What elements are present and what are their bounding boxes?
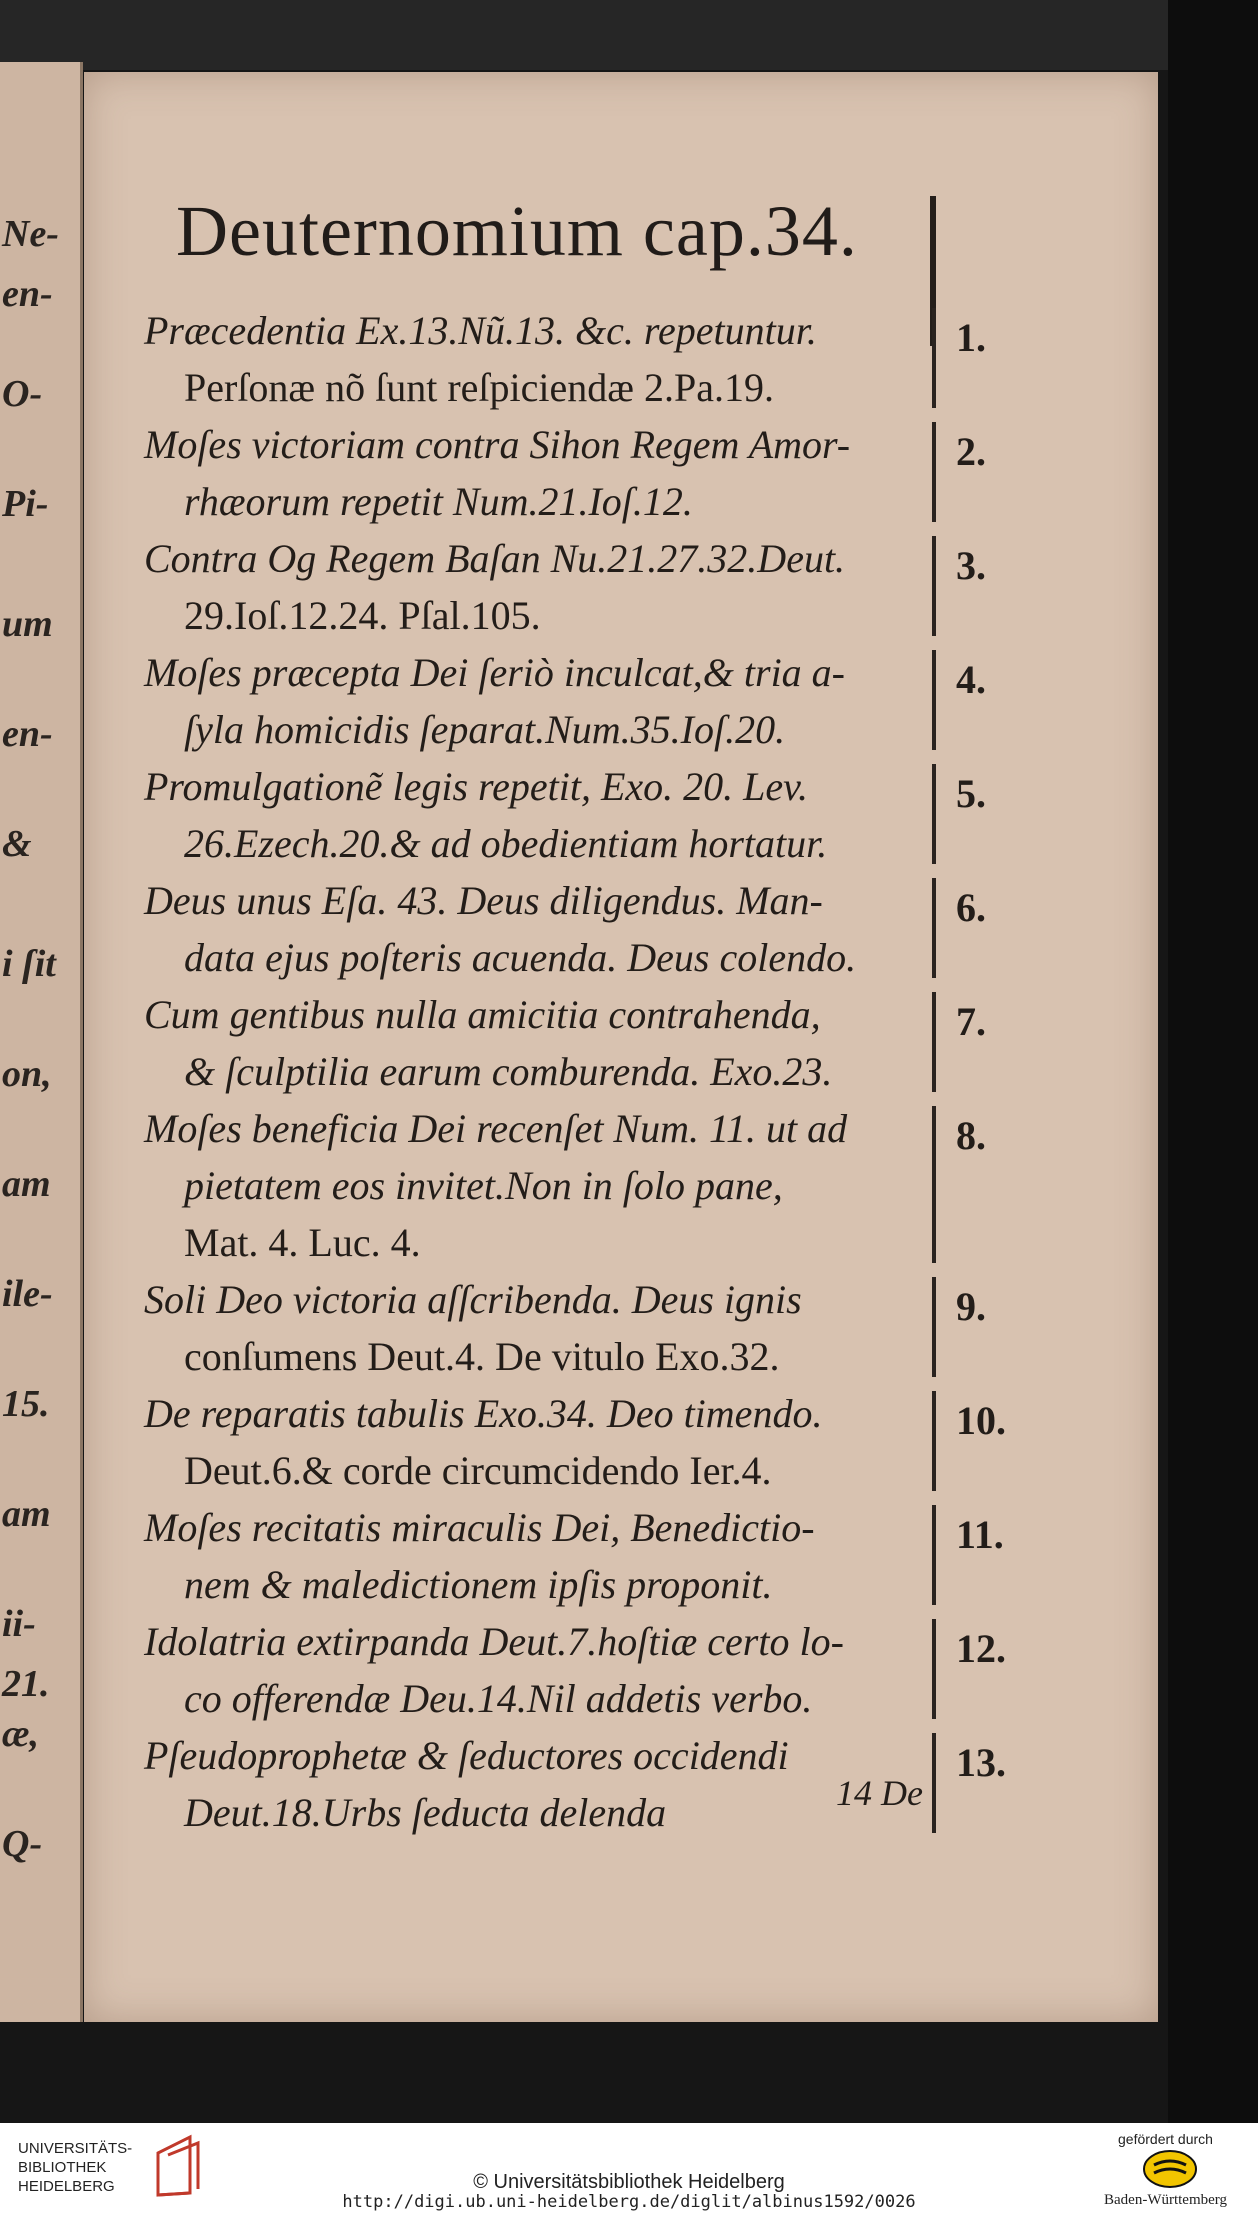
left-page-fragment: um <box>2 603 53 645</box>
entry-line: Mat. 4. Luc. 4. <box>184 1220 421 1265</box>
summary-entry <box>144 1100 1044 1271</box>
scan-top-edge <box>0 0 1258 70</box>
summary-entry <box>144 302 1044 416</box>
entry-line: co offerendæ Deu.14.Nil addetis verbo. <box>184 1676 813 1721</box>
entry-line: nem & maledictionem ipſis proponit. <box>184 1562 773 1607</box>
catchword: 14 De <box>836 1773 923 1813</box>
entry-line: Deus unus Eſa. 43. Deus diligendus. Man- <box>144 878 823 923</box>
sponsor-name: Baden-Württemberg <box>1104 2192 1228 2208</box>
section-bracket <box>932 422 936 522</box>
section-bracket <box>932 1619 936 1719</box>
section-number: 11. <box>956 1512 1004 1557</box>
summary-entry <box>144 986 1044 1100</box>
entry-line: conſumens Deut.4. De vitulo Exo.32. <box>184 1334 780 1379</box>
left-page-fragment: ii- <box>2 1603 36 1645</box>
left-page-fragment: æ, <box>2 1713 39 1755</box>
entry-line: Perſonæ nõ ſunt reſpiciendæ 2.Pa.19. <box>184 365 774 410</box>
summary-entry <box>144 416 1044 530</box>
left-page-edge <box>0 62 83 2022</box>
left-page-fragment: en- <box>2 273 53 315</box>
left-page-fragment: ile- <box>2 1273 53 1315</box>
entry-line: Moſes victoriam contra Sihon Regem Amor- <box>144 422 851 467</box>
scan-right-edge <box>1168 0 1258 2123</box>
section-number: 2. <box>956 429 986 474</box>
summary-entry <box>144 1271 1044 1385</box>
section-number: 4. <box>956 657 986 702</box>
left-page-fragment: am <box>2 1493 51 1535</box>
summary-entry <box>144 644 1044 758</box>
entry-line: Deut.18.Urbs ſeducta delenda <box>184 1790 667 1835</box>
entry-line: & ſculptilia earum comburenda. Exo.23. <box>184 1049 833 1094</box>
entry-line: Moſes recitatis miraculis Dei, Benedictio- <box>144 1505 815 1550</box>
footer-bar <box>0 2123 1258 2213</box>
section-bracket <box>932 650 936 750</box>
section-number: 3. <box>956 543 986 588</box>
entry-line: pietatem eos invitet.Non in ſolo pane, <box>184 1163 783 1208</box>
entry-line: Pſeudoprophetæ & ſeductores occidendi <box>144 1733 789 1778</box>
sponsor-label: gefördert durch <box>1118 2131 1213 2147</box>
entry-line: Præcedentia Ex.13.Nũ.13. &c. repetuntur. <box>144 308 817 353</box>
section-number: 10. <box>956 1398 1006 1443</box>
summary-entry <box>144 758 1044 872</box>
left-page-fragment: i ſit <box>2 943 56 985</box>
section-bracket <box>932 764 936 864</box>
entry-line: Moſes præcepta Dei ſeriò inculcat,& tria a- <box>144 650 845 695</box>
left-page-fragment: Ne- <box>2 213 59 255</box>
section-bracket <box>932 536 936 636</box>
summary-entry <box>144 872 1044 986</box>
summary-entry <box>144 1613 1044 1727</box>
entry-line: Cum gentibus nulla amicitia contrahenda, <box>144 992 821 1037</box>
section-number: 12. <box>956 1626 1006 1671</box>
entry-line: 26.Ezech.20.& ad obedientiam hortatur. <box>184 821 828 866</box>
running-title: Deuternomium cap.34. <box>176 191 858 271</box>
left-page-fragment: & <box>2 823 32 865</box>
entry-line: Moſes beneficia Dei recenſet Num. 11. ut ad <box>144 1106 848 1151</box>
entry-line: Contra Og Regem Baſan Nu.21.27.32.Deut. <box>144 536 846 581</box>
book-page <box>84 72 1158 2022</box>
left-page-fragments <box>0 62 80 2022</box>
left-page-fragment: on, <box>2 1053 52 1095</box>
section-bracket <box>932 878 936 978</box>
left-page-fragment: 21. <box>2 1663 50 1705</box>
permalink-url[interactable]: http://digi.ub.uni-heidelberg.de/diglit/albinus1592/0026 <box>342 2192 916 2212</box>
section-bracket <box>932 1106 936 1263</box>
entry-line: data ejus poſteris acuenda. Deus colendo. <box>184 935 857 980</box>
section-bracket <box>932 1391 936 1491</box>
left-page-fragment: 15. <box>2 1383 50 1425</box>
left-page-fragment: Pi- <box>2 483 49 525</box>
entry-line: 29.Ioſ.12.24. Pſal.105. <box>184 593 541 638</box>
library-name: UNIVERSITÄTS- BIBLIOTHEK HEIDELBERG <box>18 2140 133 2195</box>
section-bracket <box>932 1505 936 1605</box>
copyright-notice: © Universitätsbibliothek Heidelberg <box>473 2171 785 2193</box>
sponsor-emblem-icon <box>1142 2149 1198 2189</box>
entry-line: Deut.6.& corde circumcidendo Ier.4. <box>184 1448 772 1493</box>
entry-line: Promulgationẽ legis repetit, Exo. 20. Lev. <box>144 764 808 809</box>
summary-entry <box>144 1385 1044 1499</box>
section-number: 6. <box>956 885 986 930</box>
section-number: 5. <box>956 771 986 816</box>
section-number: 1. <box>956 315 986 360</box>
summary-entry <box>144 530 1044 644</box>
section-bracket <box>932 1277 936 1377</box>
section-number: 7. <box>956 999 986 1044</box>
section-number: 8. <box>956 1113 986 1158</box>
section-number: 9. <box>956 1284 986 1329</box>
entry-line: Soli Deo victoria aſſcribenda. Deus ignis <box>144 1277 802 1322</box>
entry-line: De reparatis tabulis Exo.34. Deo timendo. <box>144 1391 823 1436</box>
entry-line: ſyla homicidis ſeparat.Num.35.Ioſ.20. <box>184 707 786 752</box>
section-number: 13. <box>956 1740 1006 1785</box>
section-bracket <box>932 992 936 1092</box>
section-bracket <box>932 1733 936 1833</box>
left-page-fragment: O- <box>2 373 43 415</box>
entry-line: rhæorum repetit Num.21.Ioſ.12. <box>184 479 693 524</box>
left-page-fragment: en- <box>2 713 53 755</box>
summary-entry <box>144 1499 1044 1613</box>
left-page-fragment: am <box>2 1163 51 1205</box>
left-page-fragment: Q- <box>2 1823 43 1865</box>
section-bracket <box>932 308 936 408</box>
entry-line: Idolatria extirpanda Deut.7.hoſtiæ certo lo- <box>144 1619 844 1664</box>
